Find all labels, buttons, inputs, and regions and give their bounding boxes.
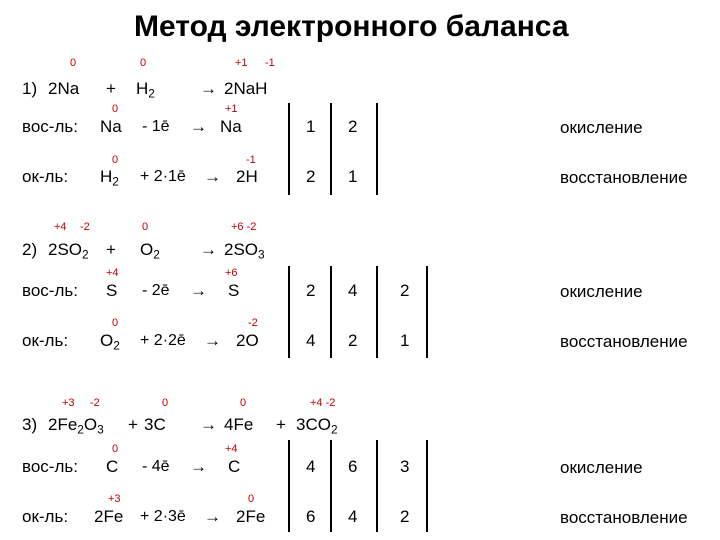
product: $3CO_2$ bbox=[296, 415, 338, 437]
result-species: Na bbox=[220, 117, 242, 136]
balance-coef: 4 bbox=[348, 281, 358, 300]
process-label: восстановление bbox=[560, 168, 688, 187]
product: 2NaH bbox=[224, 79, 268, 98]
role-label: ок-ль: bbox=[22, 167, 69, 186]
ox-state: 0 bbox=[248, 493, 255, 505]
reaction-arrow: → bbox=[200, 79, 217, 98]
reaction-number: 2) bbox=[22, 240, 38, 259]
balance-divider bbox=[330, 103, 332, 195]
balance-coef: 1 bbox=[306, 117, 316, 136]
ox-state: +4 -2 bbox=[310, 397, 336, 409]
balance-divider bbox=[330, 440, 332, 532]
balance-divider bbox=[376, 440, 378, 532]
balance-divider bbox=[376, 266, 378, 358]
reactant: $2Fe_2O_3$ bbox=[48, 415, 104, 437]
ox-state: 0 bbox=[142, 221, 149, 233]
ox-state: -1 bbox=[265, 57, 275, 69]
reactant: 3C bbox=[144, 415, 166, 434]
product: 4Fe bbox=[224, 415, 254, 434]
ox-state: +4 bbox=[225, 443, 238, 455]
plus-sign: + bbox=[106, 240, 116, 259]
balance-divider bbox=[330, 266, 332, 358]
half-arrow: → bbox=[190, 281, 207, 300]
balance-coef: 2 bbox=[400, 507, 410, 526]
ox-state: 0 bbox=[70, 57, 77, 69]
species: Na bbox=[100, 117, 122, 136]
ox-state: 0 bbox=[162, 397, 169, 409]
balance-divider bbox=[288, 266, 290, 358]
ox-state: 0 bbox=[112, 154, 119, 166]
process-label: окисление bbox=[560, 118, 643, 137]
role-label: вос-ль: bbox=[22, 457, 78, 476]
balance-divider bbox=[288, 440, 290, 532]
role-label: вос-ль: bbox=[22, 281, 78, 300]
reactant: $O_2$ bbox=[140, 240, 160, 262]
species: S bbox=[106, 281, 118, 300]
species: C bbox=[106, 457, 119, 476]
role-label: вос-ль: bbox=[22, 117, 78, 136]
balance-coef: 4 bbox=[348, 507, 358, 526]
half-arrow: → bbox=[204, 167, 221, 186]
page-title: Метод электронного баланса bbox=[134, 10, 569, 43]
ox-state: +3 bbox=[62, 397, 75, 409]
electron-transfer: - 1ē bbox=[142, 118, 170, 135]
reaction-number: 3) bbox=[22, 415, 38, 434]
electron-transfer: + 2·3ē bbox=[140, 508, 186, 525]
ox-state: 0 bbox=[112, 103, 119, 115]
balance-divider bbox=[426, 266, 428, 358]
half-arrow: → bbox=[204, 331, 221, 350]
ox-state: 0 bbox=[112, 317, 119, 329]
ox-state: +6 bbox=[225, 267, 238, 279]
ox-state: -1 bbox=[246, 154, 256, 166]
role-label: ок-ль: bbox=[22, 331, 69, 350]
plus-sign: + bbox=[276, 415, 286, 434]
ox-state: +1 bbox=[225, 103, 238, 115]
ox-state: +4 bbox=[54, 221, 67, 233]
species: 2Fe bbox=[94, 507, 124, 526]
plus-sign: + bbox=[128, 415, 138, 434]
reaction-arrow: → bbox=[200, 240, 217, 259]
balance-coef: 1 bbox=[348, 167, 358, 186]
species: $H_2$ bbox=[100, 167, 119, 189]
species: $O_2$ bbox=[100, 331, 120, 353]
balance-coef: 6 bbox=[306, 507, 316, 526]
result-species: 2H bbox=[236, 167, 258, 186]
result-species: S bbox=[228, 281, 240, 300]
ox-state: -2 bbox=[80, 221, 90, 233]
electron-transfer: - 4ē bbox=[142, 458, 170, 475]
balance-divider bbox=[288, 103, 290, 195]
balance-coef: 2 bbox=[348, 117, 358, 136]
result-species: 2O bbox=[236, 331, 259, 350]
process-label: восстановление bbox=[560, 508, 688, 527]
reaction-number: 1) bbox=[22, 79, 38, 98]
balance-coef: 2 bbox=[400, 281, 410, 300]
result-species: C bbox=[228, 457, 241, 476]
process-label: восстановление bbox=[560, 332, 688, 351]
balance-divider bbox=[426, 440, 428, 532]
process-label: окисление bbox=[560, 282, 643, 301]
plus-sign: + bbox=[106, 79, 116, 98]
result-species: 2Fe bbox=[236, 507, 266, 526]
product: $2SO_3$ bbox=[224, 240, 265, 262]
electron-transfer: + 2·1ē bbox=[140, 168, 186, 185]
electron-transfer: + 2·2ē bbox=[140, 332, 186, 349]
reaction-arrow: → bbox=[200, 415, 217, 434]
process-label: окисление bbox=[560, 458, 643, 477]
balance-coef: 4 bbox=[306, 331, 316, 350]
role-label: ок-ль: bbox=[22, 507, 69, 526]
balance-coef: 6 bbox=[348, 457, 358, 476]
ox-state: -2 bbox=[248, 317, 258, 329]
balance-divider bbox=[376, 103, 378, 195]
half-arrow: → bbox=[190, 117, 207, 136]
half-arrow: → bbox=[204, 507, 221, 526]
balance-coef: 2 bbox=[348, 331, 358, 350]
reactant: 2Na bbox=[48, 79, 80, 98]
ox-state: +1 bbox=[235, 57, 248, 69]
balance-coef: 2 bbox=[306, 281, 316, 300]
ox-state: +3 bbox=[108, 493, 121, 505]
ox-state: -2 bbox=[90, 397, 100, 409]
electron-transfer: - 2ē bbox=[142, 282, 170, 299]
balance-coef: 4 bbox=[306, 457, 316, 476]
ox-state: +6 -2 bbox=[231, 221, 257, 233]
reactant: $2SO_2$ bbox=[48, 240, 89, 262]
half-arrow: → bbox=[190, 457, 207, 476]
ox-state: 0 bbox=[112, 443, 119, 455]
reactant: $H_2$ bbox=[136, 79, 155, 101]
ox-state: 0 bbox=[140, 57, 147, 69]
ox-state: 0 bbox=[240, 397, 247, 409]
balance-coef: 2 bbox=[306, 167, 316, 186]
balance-coef: 1 bbox=[400, 331, 410, 350]
balance-coef: 3 bbox=[400, 457, 410, 476]
ox-state: +4 bbox=[106, 267, 119, 279]
